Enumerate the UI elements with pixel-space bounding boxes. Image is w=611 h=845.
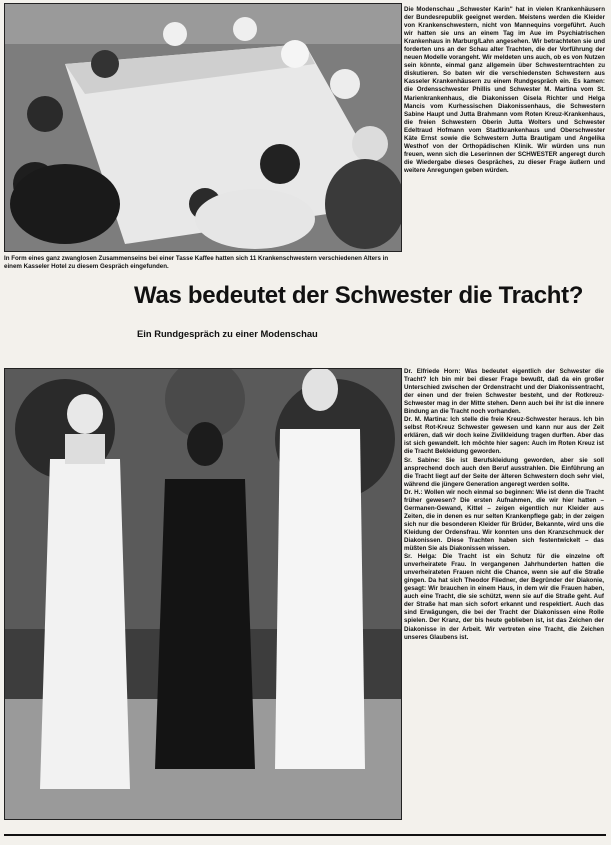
intro-text: Die Modenschau „Schwester Karin" hat in vielen Krankenhäusern der Bundesrepublik geeignet werden. Meistens werden die Kleider von Krankenschwestern, nicht von Mannequins vorgeführt. Auch wir hatten sie uns an einem Tag im Aue im Psychiatrischen Krankenhaus in Marburg/Lahn angesehen. Wir betrachteten sie und forderten uns an der Schau alter Trachten, die der Vorführung der neuen Modelle vorangeht. Wir meldeten uns auch, ob es von Nutzen sein könnte, einmal ganz allgemein über Schwesterntrachten zu diskutieren. So baten wir die verschiedensten Schwestern aus Kasseler Krankenhäusern zu einem Rundgespräch ein. Es kamen: die Ordensschwester Phillis und Schwester M. Martina vom St. Marienkrankenhaus, die Diakonissen Gisela Richter und Helga Mancis vom Kurhessischen Diakonissenhaus, die Schwestern Sabine Haupt und Jutta Brahmann vom Roten Kreuz-Krankenhaus, die freien Schwestern Oberin Jutta Wolters und Schwester Edeltraud Hofmann vom Stadtkrankenhaus und Oberschwester Käte Ernst sowie die Schwestern Jutta Brautigam und Angelika Westhof von der Orthopädischen Klinik. Wir würden uns nun freuen, wenn sich die Leserinnen der SCHWESTER angeregt durch die Wiedergabe dieses Gespräches, zu dieser Frage äußern und weitere Anregungen geben würden.: [404, 6, 605, 174]
paragraph-4: Sr. Helga: Die Tracht ist ein Schutz für die einzelne oft unverheiratete Frau. In vergangenen Jahrhunderten hatten die unverheirateten Frauen nicht die Chance, wenn sie auf die Straße gingen. Da hat sich Theodor Fliedner, der Begründer der Diakonie, gesagt: Wir brauchen in einem Haus, in dem wir die Frauen haben, auch eine Tracht, die sie schützt, wenn sie auf die Straße geht. Auf der Straße hat man sich sofort erkannt und respektiert. Auch das sind Erwägungen, die bei der Tracht der Diakonissen eine Rolle spielen. Der Kranz, der bis heute geblieben ist, ist das Zeichen der Diakonisse in der Arbeit. Wir vertreten eine Tracht, die Zeichen unseres Glaubens ist.: [404, 553, 604, 641]
paragraph-3: Dr. H.: Wollen wir noch einmal so beginnen: Wie ist denn die Tracht früher gewesen? Die ersten Aufnahmen, die wir hier hatten – Germanen-Gewand, Kittel – zeigen eigentlich nur Kleider aus Zeiten, die in denen es nur selten Krankenpflege gab; in der zeigen sich nur die besonderen Kleider für Brüder, Bekannte, wird uns die Kleidung der Ordensfrau. Wir konnten uns den Kranzschmuck der Diakonissen. Diese Trachten haben sich festentwickelt – das müßten Sie als Diakonissen wissen.: [404, 488, 604, 553]
group-meeting-photo: [4, 3, 402, 252]
top-photo-caption: In Form eines ganz zwanglosen Zusammenseins bei einer Tasse Kaffee hatten sich 11 Krankenschwestern verschiedenen Alters in einem Kasseler Hotel zu diesem Gespräch eingefunden.: [4, 255, 389, 270]
bottom-rule: [4, 834, 606, 836]
fashion-show-photo: [4, 368, 402, 820]
paragraph-2: Sr. Sabine: Sie ist Berufskleidung geworden, aber sie soll ansprechend doch auch den Beruf ausstrahlen. Die Einführung an die Tracht liegt auf der Seite der älteren Schwestern doch sehr viel, während die jüngere Generation angeregt werden sollte.: [404, 456, 604, 488]
paragraph-0: Dr. Elfriede Horn: Was bedeutet eigentlich der Schwester die Tracht? Ich bin mir bei dieser Frage bewußt, daß da ein großer Unterschied zwischen der Ordenstracht und der Diakonissentracht, der einen und der freien Schwester besteht, und der Rotkreuz-Schwester mag in der Mitte stehen. Denn auch bei ihr ist die innere Bindung an die Tracht noch vorhanden.: [404, 368, 604, 416]
article-body: [404, 368, 604, 830]
page-title: Was bedeutet der Schwester die Tracht?: [134, 282, 584, 309]
paragraph-1: Dr. M. Martina: Ich stelle die freie Kreuz-Schwester heraus. Ich bin selbst Rot-Kreuz Schwester gewesen und kann nur aus der Zeit erklären, daß wir doch keine Zivilkleidung tragen durften. Aber das ist sich gewandelt. Ich möchte hier sagen: Auch im Roten Kreuz ist die Tracht Bekleidung geworden.: [404, 416, 604, 456]
subtitle: Ein Rundgespräch zu einer Modenschau: [137, 328, 318, 339]
